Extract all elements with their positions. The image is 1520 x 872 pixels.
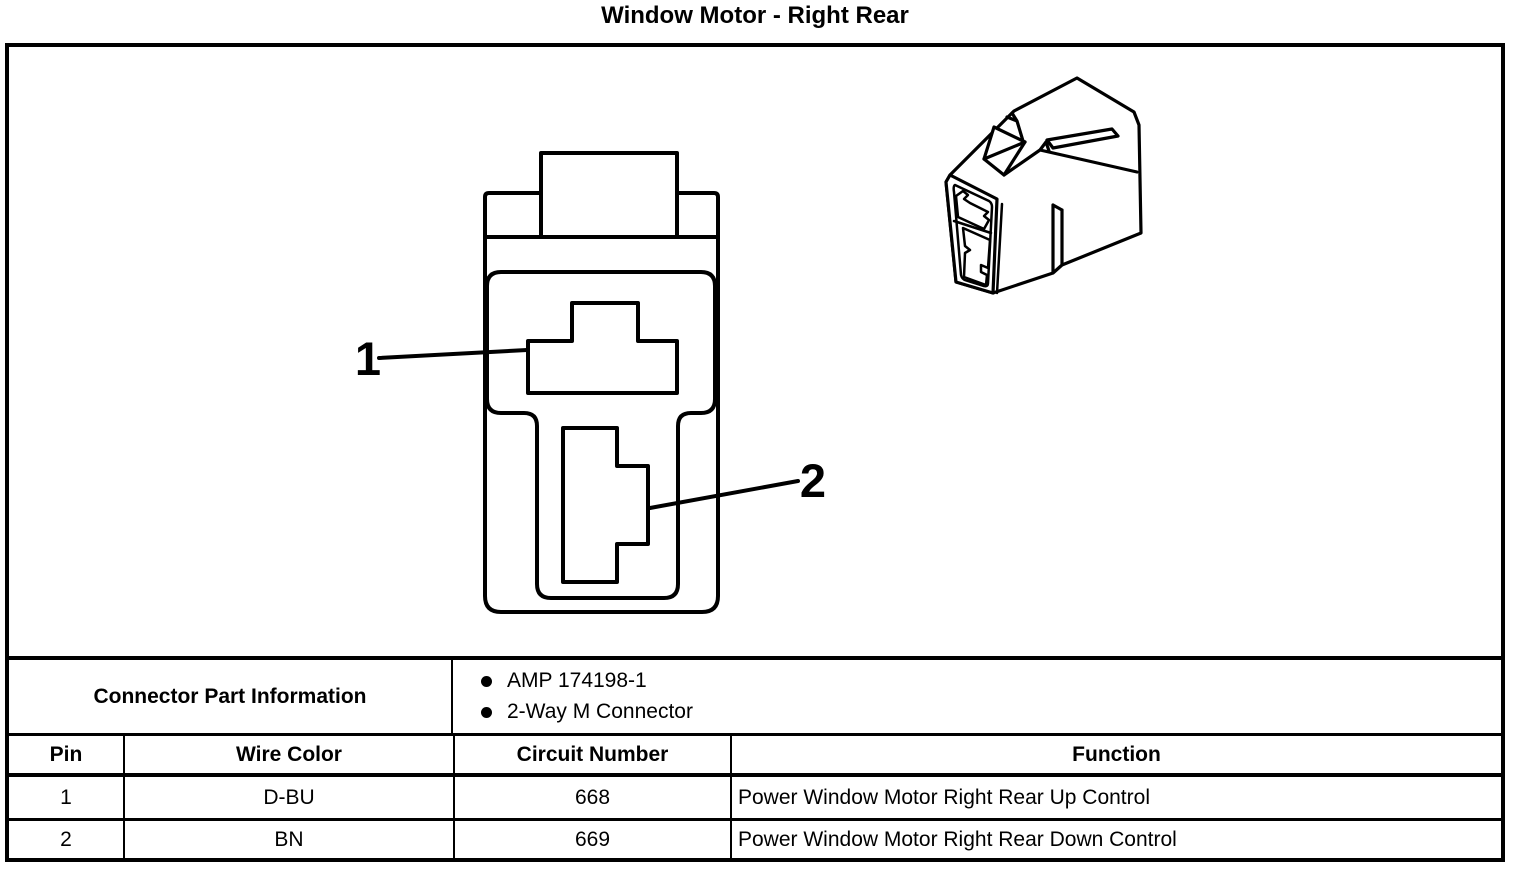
header-function: Function: [1072, 742, 1161, 766]
cell-circuit-number: 669: [455, 821, 732, 858]
part-number-text: AMP 174198-1: [507, 669, 647, 692]
cell-pin: 1: [9, 777, 125, 818]
cell-function: Power Window Motor Right Rear Down Control: [738, 827, 1177, 851]
header-wire-color: Wire Color: [125, 736, 455, 773]
pin2-label: 2: [799, 454, 827, 507]
cell-pin: 2: [9, 821, 125, 858]
connector-part-info-label: Connector Part Information: [9, 660, 453, 733]
iso-view-figure: [946, 78, 1141, 293]
connector-document-table: [5, 43, 1505, 862]
front-view-figure: [379, 153, 798, 612]
cell-circuit-number: 668: [455, 777, 732, 818]
page-title: Window Motor - Right Rear: [601, 2, 909, 29]
latch-tab: [541, 153, 677, 237]
connector-type-text: 2-Way M Connector: [507, 700, 693, 723]
cell-function: Power Window Motor Right Rear Up Control: [738, 785, 1150, 809]
header-pin: Pin: [9, 736, 125, 773]
header-circuit-number: Circuit Number: [455, 736, 732, 773]
pin1-label: 1: [354, 332, 382, 385]
cell-wire-color: D-BU: [125, 777, 455, 818]
diagram-area: [9, 47, 1501, 660]
cell-wire-color: BN: [125, 821, 455, 858]
connector-body-outline: [485, 193, 718, 612]
